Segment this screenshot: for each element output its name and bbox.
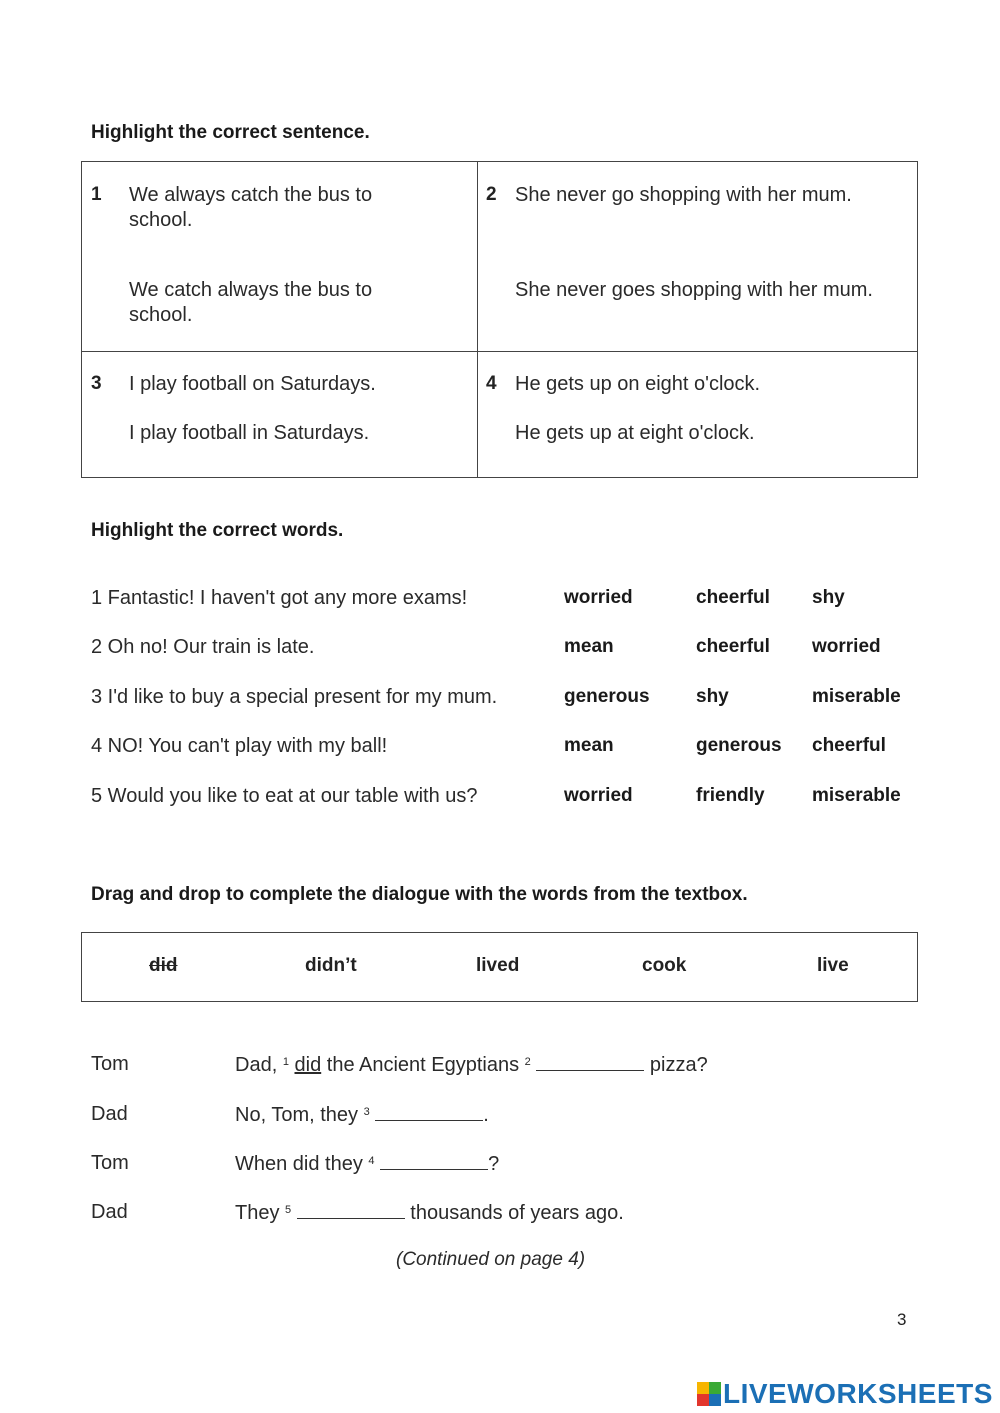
speaker-name: Dad [91, 1103, 128, 1125]
blank-number: 5 [285, 1204, 292, 1216]
item-number: 1 [91, 184, 102, 205]
word-chip[interactable]: lived [476, 955, 520, 976]
word-choice[interactable]: generous [696, 735, 782, 756]
dialogue-text: . [483, 1104, 489, 1126]
word-sentence: 4 NO! You can't play with my ball! [91, 735, 388, 757]
dialogue-text: They [235, 1202, 286, 1224]
blank-number: 3 [363, 1106, 370, 1118]
word-choice[interactable]: friendly [696, 785, 765, 806]
continued-note: (Continued on page 4) [396, 1249, 586, 1270]
dialogue-line [235, 1052, 708, 1078]
sentence-option[interactable]: We catch always the bus to school. [129, 279, 373, 326]
sentence-option[interactable]: I play football on Saturdays. [129, 373, 376, 395]
dialogue-text: When did they [235, 1153, 369, 1175]
item-number: 3 [91, 373, 102, 394]
word-chip[interactable]: did [149, 955, 178, 976]
sentence-option[interactable]: He gets up at eight o'clock. [515, 422, 755, 444]
drop-blank[interactable] [375, 1102, 483, 1121]
dialogue-text: ? [488, 1153, 500, 1175]
word-choice[interactable]: worried [564, 785, 633, 806]
sentence-option[interactable]: He gets up on eight o'clock. [515, 373, 761, 395]
sentence-option[interactable]: She never goes shopping with her mum. [515, 279, 873, 301]
sentence-option[interactable]: We always catch the bus to school. [129, 184, 373, 231]
word-choice[interactable]: cheerful [696, 636, 770, 657]
word-sentence: 5 Would you like to eat at our table with us? [91, 785, 478, 807]
speaker-name: Dad [91, 1201, 128, 1223]
blank-number: 2 [524, 1056, 531, 1068]
liveworksheets-logo [697, 1378, 993, 1410]
word-choice[interactable]: mean [564, 735, 614, 756]
sentence-table [81, 161, 918, 478]
sentence-option[interactable]: She never go shopping with her mum. [515, 184, 852, 206]
speaker-name: Tom [91, 1053, 129, 1075]
dialogue-text: pizza? [644, 1054, 708, 1076]
item-number: 4 [486, 373, 497, 394]
section2-heading: Highlight the correct words. [91, 520, 344, 541]
dialogue-text: the Ancient Egyptians [321, 1054, 525, 1076]
word-choice[interactable]: worried [564, 587, 633, 608]
word-choice[interactable]: shy [812, 587, 845, 608]
blank-number: 1 [282, 1056, 289, 1068]
dialogue-line [235, 1151, 499, 1177]
word-choice[interactable]: worried [812, 636, 881, 657]
dialogue-text: No, Tom, they [235, 1104, 364, 1126]
word-sentence: 1 Fantastic! I haven't got any more exams! [91, 587, 468, 609]
dialogue-line [235, 1102, 489, 1128]
word-bank [81, 932, 918, 1002]
word-sentence: 3 I'd like to buy a special present for my mum. [91, 686, 498, 708]
speaker-name: Tom [91, 1152, 129, 1174]
drop-blank[interactable] [380, 1151, 488, 1170]
dialogue-text: thousands of years ago. [404, 1202, 624, 1224]
dialogue-line [235, 1200, 624, 1226]
word-choice[interactable]: mean [564, 636, 614, 657]
section3-heading: Drag and drop to complete the dialogue with the words from the textbox. [91, 884, 748, 905]
word-choice[interactable]: miserable [812, 686, 901, 707]
word-sentence: 2 Oh no! Our train is late. [91, 636, 315, 658]
page-number: 3 [897, 1310, 907, 1329]
word-chip[interactable]: live [817, 955, 849, 976]
table-divider [82, 351, 917, 352]
dialogue-text: Dad, [235, 1054, 283, 1076]
table-divider [477, 162, 478, 477]
item-number: 2 [486, 184, 497, 205]
logo-mark-icon [697, 1382, 721, 1406]
filled-blank[interactable]: did [294, 1054, 322, 1076]
word-chip[interactable]: cook [642, 955, 687, 976]
word-choice[interactable]: cheerful [696, 587, 770, 608]
word-chip[interactable]: didn’t [305, 955, 357, 976]
drop-blank[interactable] [297, 1200, 405, 1219]
word-choice[interactable]: cheerful [812, 735, 886, 756]
blank-number: 4 [368, 1155, 375, 1167]
logo-text: LIVEWORKSHEETS [723, 1378, 993, 1409]
sentence-option[interactable]: I play football in Saturdays. [129, 422, 370, 444]
word-choice[interactable]: miserable [812, 785, 901, 806]
word-choice[interactable]: generous [564, 686, 650, 707]
drop-blank[interactable] [536, 1052, 644, 1071]
word-choice[interactable]: shy [696, 686, 729, 707]
section1-heading: Highlight the correct sentence. [91, 122, 370, 143]
